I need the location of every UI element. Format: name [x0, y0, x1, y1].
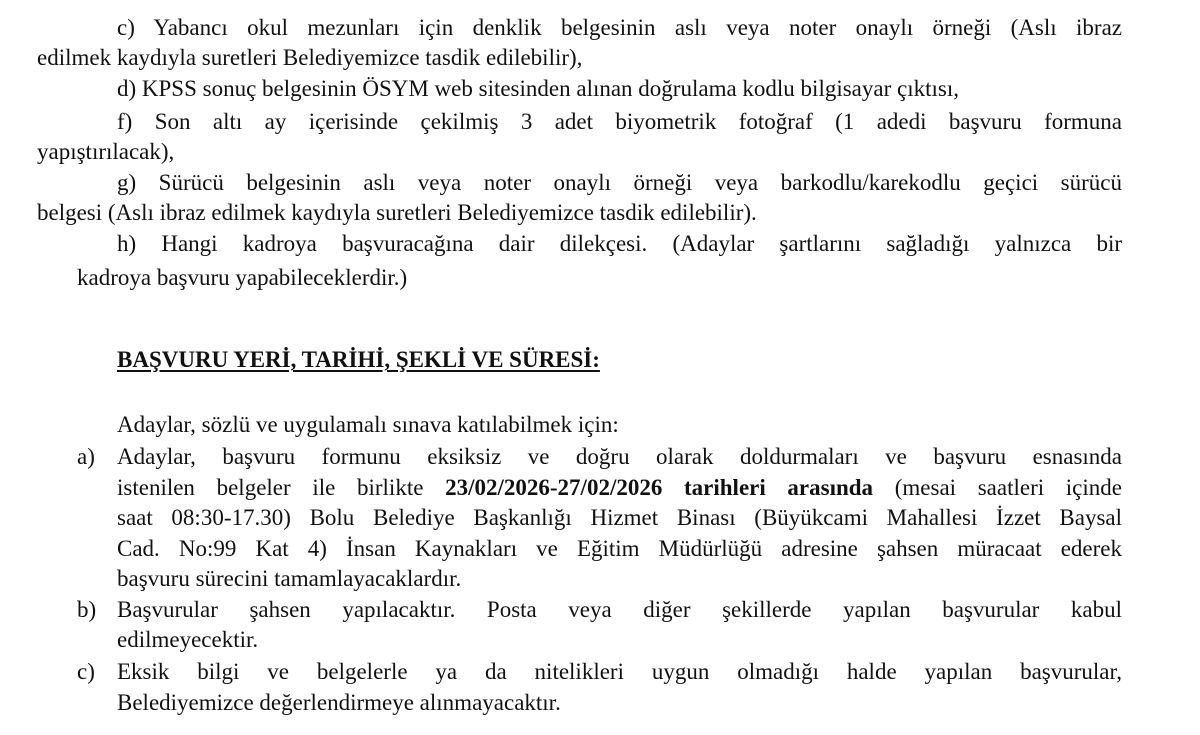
section-intro: Adaylar, sözlü ve uygulamalı sınava katılabilmek için: [117, 412, 619, 437]
item-f-line2: yapıştırılacak), [37, 139, 175, 164]
item-a-line3: saat 08:30-17.30) Bolu Belediye Başkanlığı Hizmet Binası (Büyükcami Mahallesi İzzet Baysal [117, 505, 1122, 530]
item-d-line1: d) KPSS sonuç belgesinin ÖSYM web sitesinden alınan doğrulama kodlu bilgisayar çıktısı, [117, 76, 959, 101]
item-a-line2-post: (mesai saatleri içinde [873, 475, 1122, 500]
item-h-line2: kadroya başvuru yapabileceklerdir.) [77, 265, 408, 290]
item-b-line2: edilmeyecektir. [117, 627, 259, 652]
item-a-line1: Adaylar, başvuru formunu eksiksiz ve doğru olarak doldurmaları ve başvuru esnasında [117, 444, 1122, 469]
item-c2-line1: Eksik bilgi ve belgelerle ya da nitelikleri uygun olmadığı halde yapılan başvurular, [117, 659, 1122, 684]
item-c-line2: edilmek kaydıyla suretleri Belediyemizce tasdik edilebilir), [37, 45, 583, 70]
item-f-line1: f) Son altı ay içerisinde çekilmiş 3 adet biyometrik fotoğraf (1 adedi başvuru formuna [117, 109, 1122, 134]
item-c-line1: c) Yabancı okul mezunları için denklik belgesinin aslı veya noter onaylı örneği (Aslı ibraz [117, 15, 1122, 40]
item-g-line1: g) Sürücü belgesinin aslı veya noter onaylı örneği veya barkodlu/karekodlu geçici sürücü [117, 170, 1122, 195]
application-date-range: 23/02/2026-27/02/2026 tarihleri arasında [445, 475, 874, 500]
item-a-marker: a) [77, 444, 95, 469]
item-a-line4: Cad. No:99 Kat 4) İnsan Kaynakları ve Eğitim Müdürlüğü adresine şahsen müracaat ederek [117, 536, 1122, 561]
item-b-line1: Başvurular şahsen yapılacaktır. Posta veya diğer şekillerde yapılan başvurular kabul [117, 597, 1122, 622]
item-a-line2-pre: istenilen belgeler ile birlikte [117, 475, 446, 500]
section-heading: BAŞVURU YERİ, TARİHİ, ŞEKLİ VE SÜRESİ: [117, 347, 600, 372]
item-g-line2: belgesi (Aslı ibraz edilmek kaydıyla suretleri Belediyemizce tasdik edilebilir). [37, 200, 757, 225]
item-c2-line2: Belediyemizce değerlendirmeye alınmayacaktır. [117, 690, 561, 715]
item-a-line5: başvuru sürecini tamamlayacaklardır. [117, 566, 462, 591]
item-a-line2 [117, 473, 1122, 503]
item-c2-marker: c) [77, 659, 95, 684]
item-h-line1: h) Hangi kadroya başvuracağına dair dilekçesi. (Adaylar şartlarını sağladığı yalnızca bir [117, 231, 1122, 256]
item-b-marker: b) [77, 597, 97, 622]
